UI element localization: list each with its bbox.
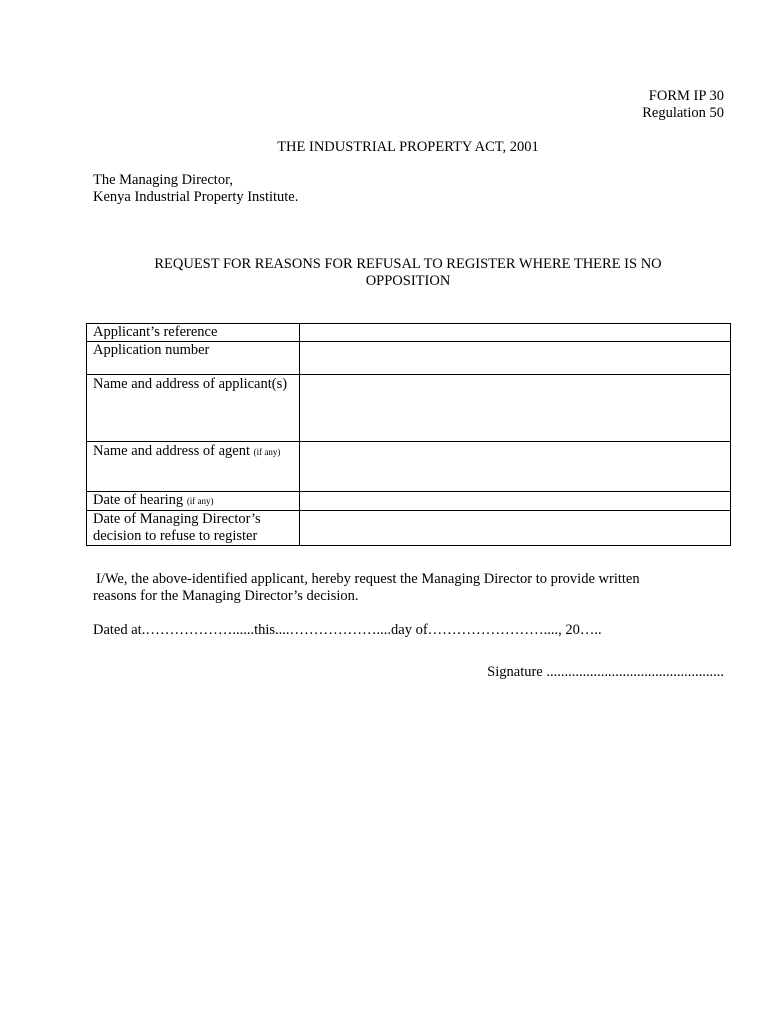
field-applicant-name-address[interactable] [300,375,731,442]
regulation-number: Regulation 50 [642,105,724,121]
table-row [87,511,731,546]
table-row [87,342,731,375]
applicant-details-table [86,323,731,546]
row-label-agent-name-address: Name and address of agent (if any) [87,442,300,492]
row-label-decision-date: Date of Managing Director’s decision to refuse to register [87,511,300,546]
hearing-if-any-note: (if any) [186,496,214,506]
request-title-line-2: OPPOSITION [365,273,451,289]
addressee-line-1: The Managing Director, [93,172,233,188]
request-title-line-1: REQUEST FOR REASONS FOR REFUSAL TO REGISTER WHERE THERE IS NO [154,256,662,272]
row-label-application-number: Application number [87,342,300,375]
table-row [87,324,731,342]
field-date-of-hearing[interactable] [300,492,731,511]
act-title: THE INDUSTRIAL PROPERTY ACT, 2001 [277,139,539,155]
request-statement-line-2: reasons for the Managing Director’s decision. [93,588,359,604]
request-statement-line-1: I/We, the above-identified applicant, hereby request the Managing Director to provide written [96,571,640,587]
row-label-applicant-name-address: Name and address of applicant(s) [87,375,300,442]
field-applicants-reference[interactable] [300,324,731,342]
table-row [87,442,731,492]
dated-at-line[interactable]: Dated at.………………......this....………………....day of……………………...., 20….. [93,622,602,638]
field-agent-name-address[interactable] [300,442,731,492]
agent-if-any-note: (if any) [253,447,281,457]
form-id: FORM IP 30 [648,88,724,104]
signature-line[interactable]: Signature ................................................. [487,664,724,680]
row-label-date-of-hearing: Date of hearing (if any) [87,492,300,511]
row-label-applicants-reference: Applicant’s reference [87,324,300,342]
field-application-number[interactable] [300,342,731,375]
addressee-line-2: Kenya Industrial Property Institute. [93,189,299,205]
field-decision-date[interactable] [300,511,731,546]
table-row [87,492,731,511]
table-row [87,375,731,442]
